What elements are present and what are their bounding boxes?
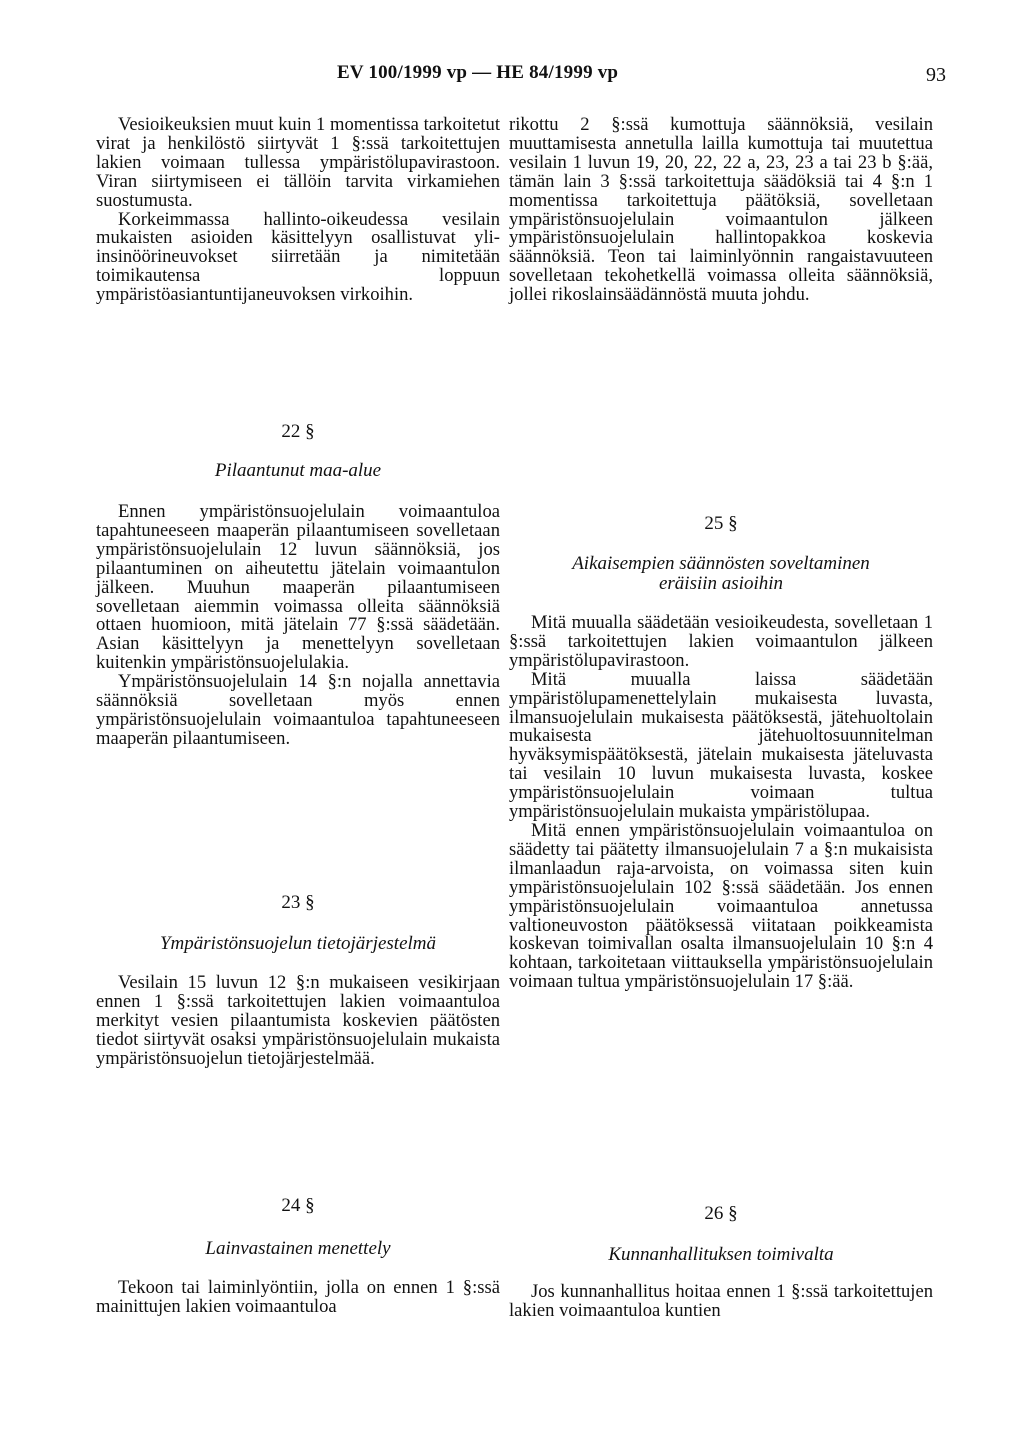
section-26: [509, 1203, 933, 1321]
paragraph: Mitä muualla säädetään vesioikeudesta, sovelletaan 1 §:ssä tarkoitettujen lakien voimaantulon jälkeen ympäristölupavirastoon.: [509, 612, 933, 671]
paragraph: Vesioikeuksien muut kuin 1 momentissa tarkoitetut virat ja henkilöstö siirtyvät 1 §:ssä tarkoitettujen lakien voimaan tullessa ympäristölupavirastoon. Viran siirtymiseen ei tällöin tarvita virkamiehen suostumusta.: [96, 114, 500, 211]
section-23: [96, 892, 500, 1069]
section-number: 25 §: [704, 513, 738, 534]
section-title: Lainvastainen menettely: [205, 1238, 391, 1259]
paragraph: Jos kunnanhallitus hoitaa ennen 1 §:ssä tarkoitettujen lakien voimaantuloa kuntien: [509, 1281, 933, 1321]
paragraph: Vesilain 15 luvun 12 §:n mukaiseen vesikirjaan ennen 1 §:ssä tarkoitettujen lakien voimaantuloa merkityt vesien pilaantumista koskevien päätösten tiedot siirtyvät osaksi ympäristönsuojelulain mukaista ympäristönsuojelun tietojärjestelmää.: [96, 972, 500, 1069]
paragraph: Mitä ennen ympäristönsuojelulain voimaantuloa on säädetty tai päätetty ilmansuojelulain 7 a §:n mukaisista ilmanlaadun raja-arvoista, on voimassa siten kuin ympäristönsuojelulain 102 §:ssä säädetään. Jos ennen ympäristönsuojelulain voimaantuloa annetussa valtioneuvoston päätöksessä viitataan poikkeamista koskevan toimivallan osalta ilmansuojelulain 10 §:n 4 kohtaan, tarkoitetaan viittauksella ympäristönsuojelulain voimaan tultua ympäristönsuojelulain 17 §:ää.: [509, 819, 933, 993]
paragraph: Ennen ympäristönsuojelulain voimaantuloa tapahtuneeseen maaperän pilaantumiseen sovelletaan ympäristönsuojelulain 12 luvun säännöksiä, jos pilaantuminen on aiheutettu jätelain voimaantulon jälkeen. Muuhun maaperän pilaantumiseen sovelletaan aiemmin voimassa olleita säännöksiä ottaen huomioon, mitä jätelain 77 §:ssä säädetään. Asian käsittelyyn ja menettelyyn sovelletaan kuitenkin ympäristönsuojelulakia.: [96, 501, 500, 674]
section-number: 24 §: [281, 1195, 315, 1216]
paragraph: Korkeimmassa hallinto-oikeudessa vesilain mukaisten asioiden käsittelyyn osallistuvat yli-insinöörineuvokset siirretään ja nimitetään toimikautensa loppuun ympäristöasiantuntijaneuvoksen virkoihin.: [96, 208, 500, 306]
page-number: 93: [926, 64, 946, 86]
right-intro: [509, 116, 933, 305]
section-25: [509, 513, 933, 992]
section-title-block: [509, 554, 933, 594]
paragraph: rikottu 2 §:ssä kumottuja säännöksiä, vesilain muuttamisesta annetulla lailla kumottuja tai muutettua vesilain 1 luvun 19, 20, 22, 22 a, 23, 23 a tai 23 b §:ää, tämän lain 3 §:ssä tarkoitettuja säädöksiä tai 4 §:n 1 momentissa tarkoitettuja päätöksiä, sovelletaan ympäristönsuojelulain voimaantulon jälkeen ympäristönsuojelulain hallintopakkoa koskevia säännöksiä. Teon tai laiminlyönnin rangaistavuuteen sovelletaan tekohetkellä voimassa olleita säännöksiä, jollei rikoslainsäädännöstä muuta johdu.: [509, 114, 933, 306]
section-title-line: Aikaisempien säännösten soveltaminen: [572, 553, 870, 574]
paragraph: Mitä muualla laissa säädetään ympäristölupamenettelylain mukaisesta luvasta, ilmansuojelulain mukaisesta päätöksestä, jätehuoltolain mukaisesta jätehuoltosuunnitelman hyväksymispäätöksestä, jätelain mukaisesta jäteluvasta tai vesilain 10 luvun mukaisesta luvasta, koskee ympäristönsuojelulain voimaan tultua ympäristönsuojelulain mukaista ympäristölupaa.: [509, 668, 933, 823]
paragraph: Ympäristönsuojelulain 14 §:n nojalla annettavia säännöksiä sovelletaan myös ennen ympäristönsuojelulain voimaantuloa tapahtuneeseen maaperän pilaantumiseen.: [96, 671, 500, 749]
section-number: 23 §: [281, 892, 315, 913]
left-intro: [96, 116, 500, 305]
section-number: 22 §: [281, 421, 315, 442]
section-number: 26 §: [704, 1203, 738, 1224]
page-header: [0, 62, 1024, 96]
section-title-line: eräisiin asioihin: [658, 573, 784, 594]
section-24: [96, 1195, 500, 1317]
running-title: EV 100/1999 vp — HE 84/1999 vp: [337, 62, 619, 83]
section-22: [96, 421, 500, 749]
section-title: Ympäristönsuojelun tietojärjestelmä: [159, 933, 437, 954]
paragraph: Tekoon tai laiminlyöntiin, jolla on ennen 1 §:ssä mainittujen lakien voimaantuloa: [96, 1277, 500, 1317]
section-title: Pilaantunut maa-alue: [214, 460, 382, 481]
section-title: Kunnanhallituksen toimivalta: [608, 1244, 834, 1265]
